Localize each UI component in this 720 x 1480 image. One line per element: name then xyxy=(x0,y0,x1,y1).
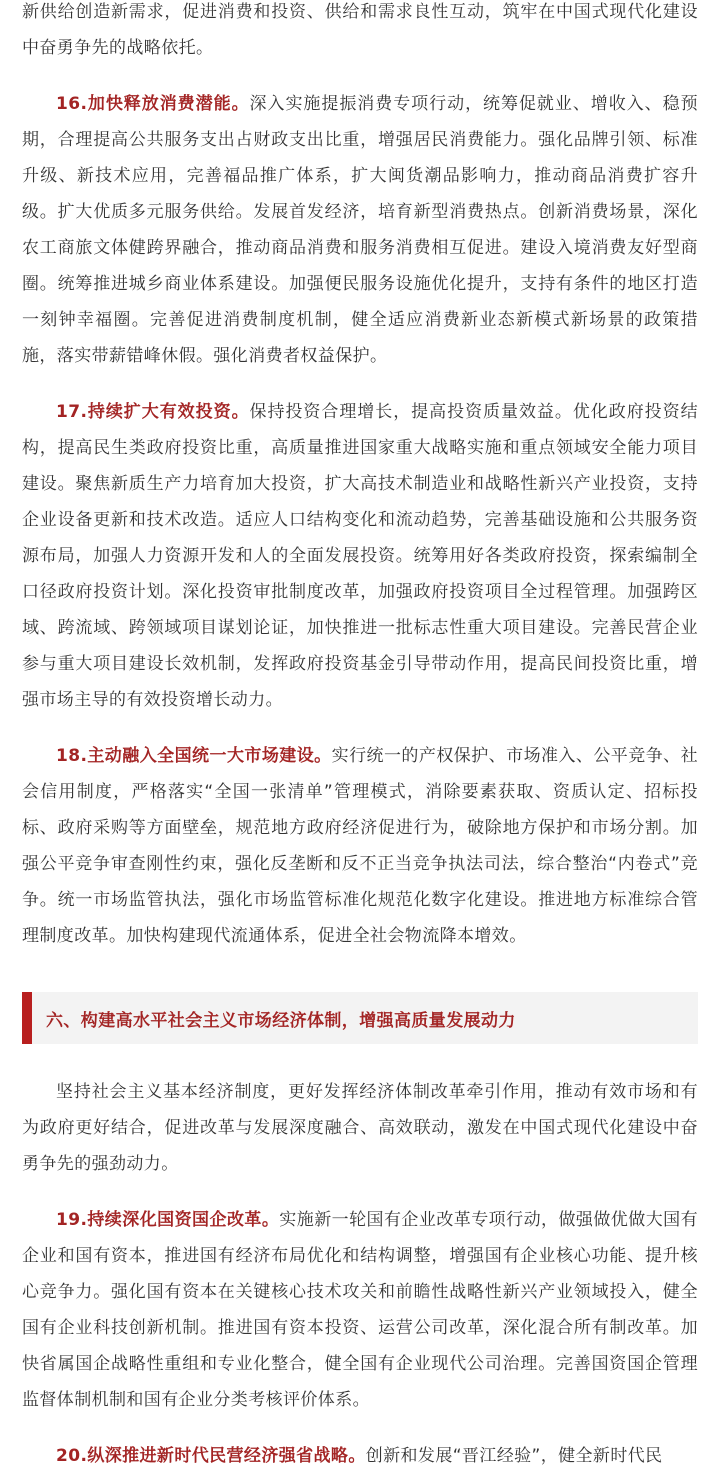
item-16-body: 深入实施提振消费专项行动，统筹促就业、增收入、稳预期，合理提高公共服务支出占财政支出比重，增强居民消费能力。强化品牌引领、标准升级、新技术应用，完善福品推广体系，扩大闽货潮品影响力，推动商品消费扩容升级。扩大优质多元服务供给。发展首发经济，培育新型消费热点。创新消费场景，深化农工商旅文体健跨界融合，推动商品消费和服务消费相互促进。建设入境消费友好型商圈。统筹推进城乡商业体系建设。加强便民服务设施优化提升，支持有条件的地区打造一刻钟幸福圈。完善促进消费制度机制，健全适应消费新业态新模式新场景的政策措施，落实带薪错峰休假。强化消费者权益保护。 xyxy=(22,94,698,366)
item-19-body: 实施新一轮国有企业改革专项行动，做强做优做大国有企业和国有资本，推进国有经济布局优化和结构调整，增强国有企业核心功能、提升核心竞争力。强化国有资本在关键核心技术攻关和前瞻性战略性新兴产业领域投入，健全国有企业科技创新机制。推进国有资本投资、运营公司改革，深化混合所有制改革。加快省属国企战略性重组和专业化整合，健全国有企业现代公司治理。完善国资国企管理监督体制机制和国有企业分类考核评价体系。 xyxy=(22,1210,698,1410)
item-18-paragraph xyxy=(22,738,698,954)
item-16-heading: 16.加快释放消费潜能。 xyxy=(56,94,250,114)
item-20-body: 创新和发展“晋江经验”，健全新时代民 xyxy=(365,1446,663,1466)
item-19-paragraph xyxy=(22,1202,698,1418)
item-19-heading: 19.持续深化国资国企改革。 xyxy=(56,1210,280,1230)
item-16-paragraph xyxy=(22,86,698,374)
item-18-heading: 18.主动融入全国统一大市场建设。 xyxy=(56,746,332,766)
item-17-body: 保持投资合理增长，提高投资质量效益。优化政府投资结构，提高民生类政府投资比重，高质量推进国家重大战略实施和重点领域安全能力项目建设。聚焦新质生产力培育加大投资，扩大高技术制造业和战略性新兴产业投资，支持企业设备更新和技术改造。适应人口结构变化和流动趋势，完善基础设施和公共服务资源布局，加强人力资源开发和人的全面发展投资。统筹用好各类政府投资，探索编制全口径政府投资计划。深化投资审批制度改革，加强政府投资项目全过程管理。加强跨区域、跨流域、跨领域项目谋划论证，加快推进一批标志性重大项目建设。完善民营企业参与重大项目建设长效机制，发挥政府投资基金引导带动作用，提高民间投资比重，增强市场主导的有效投资增长动力。 xyxy=(22,402,698,710)
section-six-title: 六、构建高水平社会主义市场经济体制，增强高质量发展动力 xyxy=(46,1010,516,1031)
item-17-paragraph xyxy=(22,394,698,718)
item-17-heading: 17.持续扩大有效投资。 xyxy=(56,402,250,422)
item-20-heading: 20.纵深推进新时代民营经济强省战略。 xyxy=(56,1446,366,1466)
section-six-header xyxy=(22,992,698,1044)
item-18-body: 实行统一的产权保护、市场准入、公平竞争、社会信用制度，严格落实“全国一张清单”管理模式，消除要素获取、资质认定、招标投标、政府采购等方面壁垒，规范地方政府经济促进行为，破除地方保护和市场分割。加强公平竞争审查刚性约束，强化反垄断和反不正当竞争执法司法，综合整治“内卷式”竞争。统一市场监管执法，强化市场监管标准化规范化数字化建设。推进地方标准综合管理制度改革。加快构建现代流通体系，促进全社会物流降本增效。 xyxy=(22,746,698,946)
section-six-intro: 坚持社会主义基本经济制度，更好发挥经济体制改革牵引作用，推动有效市场和有为政府更好结合，促进改革与发展深度融合、高效联动，激发在中国式现代化建设中奋勇争先的强劲动力。 xyxy=(22,1082,698,1174)
intro-tail-paragraph: 新供给创造新需求，促进消费和投资、供给和需求良性互动，筑牢在中国式现代化建设中奋勇争先的战略依托。 xyxy=(22,2,698,58)
item-20-paragraph xyxy=(22,1438,698,1474)
